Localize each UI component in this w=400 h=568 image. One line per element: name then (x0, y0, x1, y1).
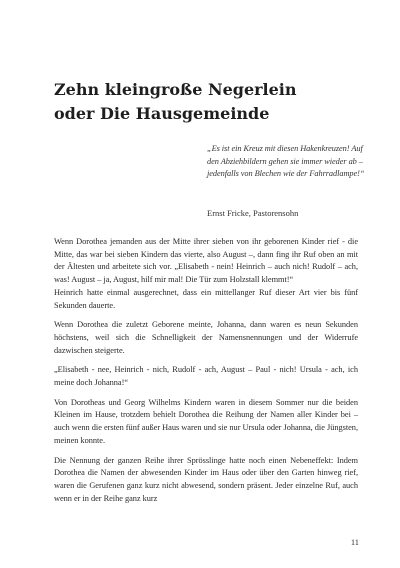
paragraph-5: Von Dorotheas und Georg Wilhelms Kindern waren in diesem Sommer nur die beiden Kleinen im Hause, trotzdem behielt Dorothea die Reihung der Namen aller Kinder bei – auch wenn die ersten fünf außer Haus waren und sie nur Ursula oder Johanna, die Jüngsten, meinen konnte. (54, 397, 358, 445)
chapter-title-line-1: Zehn kleingroße Negerlein (54, 80, 297, 99)
chapter-title-line-2: oder Die Hausgemeinde (54, 104, 270, 123)
paragraph-1: Wenn Dorothea jemanden aus der Mitte ihrer sieben von ihr geborenen Kinder rief - die Mitte, das war bei sieben Kindern das vierte, also August –, dann fing ihr Ruf oben an mit der Ältesten und arbeitete sich vor. „Elisabeth - nein! Heinrich – auch nich! Rudolf – ach, was! August – ja, August, hilf mir mal! Die Tür zum Holzstall klemmt!“ (54, 237, 358, 285)
epigraph-quote: „Es ist ein Kreuz mit diesen Hakenkreuzen! Auf den Abziehbildern gehen sie immer wieder ab – jedenfalls von Blechen wie der Fahrradlampe!“ (207, 144, 365, 179)
paragraph-3: Wenn Dorothea die zuletzt Geborene meinte, Johanna, dann waren es neun Sekunden höchstens, weil sich die Schnelligkeit der Namensnennungen und der Widerrufe dazwischen steigerte. (54, 320, 358, 355)
paragraph-4: „Elisabeth - nee, Heinrich - nich, Rudolf - ach, August – Paul - nich! Ursula - ach, ich meine doch Johanna!“ (54, 365, 358, 388)
body-text (54, 236, 358, 512)
paragraph-2: Heinrich hatte einmal ausgerechnet, dass ein mittellanger Ruf dieser Art vier bis fünf Sekunden dauerte. (54, 287, 358, 310)
paragraph-6: Die Nennung der ganzen Reihe ihrer Sprösslinge hatte noch einen Nebeneffekt: Indem Dorothea die Namen der abwesenden Kinder im Haus oder über den Garten hinweg rief, waren die Gerufenen ganz kurz nicht abwesend, sondern präsent. Jeder einzelne Ruf, auch wenn er in der Reihe ganz kurz (54, 455, 358, 503)
epigraph-author: Ernst Fricke, Pastorensohn (207, 208, 299, 218)
chapter-title (54, 78, 374, 126)
page-number: 11 (350, 537, 359, 547)
